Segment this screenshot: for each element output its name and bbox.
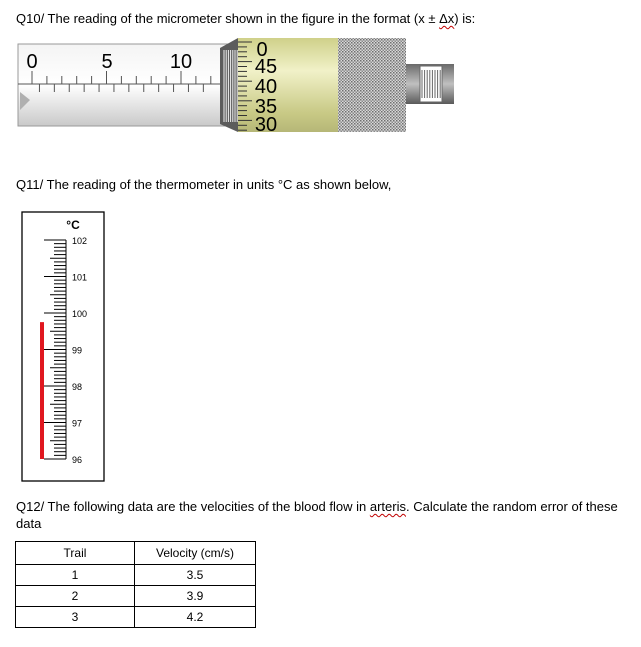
trail-cell: 3 <box>16 607 135 628</box>
ratchet-window <box>420 66 442 102</box>
main-scale-label-5: 5 <box>101 51 113 73</box>
q12-question <box>16 498 628 532</box>
thimble-label-30: 30 <box>254 114 278 136</box>
velocity-cell: 4.2 <box>135 607 256 628</box>
table-header-row <box>16 542 256 565</box>
thermometer-figure <box>0 205 120 490</box>
trail-cell: 1 <box>16 565 135 586</box>
thimble-label-0: 0 <box>256 39 268 61</box>
thimble-label-45: 45 <box>254 56 278 78</box>
thermometer-unit: °C <box>66 218 80 232</box>
table-row <box>16 607 256 628</box>
table-row <box>16 565 256 586</box>
q10-question <box>16 10 475 27</box>
trail-cell: 2 <box>16 586 135 607</box>
q10-delta: Δx <box>439 11 455 26</box>
q12-label-end: . Calculate the random error of these data <box>16 499 618 531</box>
thermometer-label: 98 <box>72 382 83 392</box>
q11-question: Q11/ The reading of the thermometer in units °C as shown below, <box>16 177 392 192</box>
velocity-table <box>15 541 256 628</box>
q12-label-word: arteris <box>369 499 406 514</box>
thermometer-label: 101 <box>72 272 88 283</box>
velocity-cell: 3.9 <box>135 586 256 607</box>
thermometer-label: 100 <box>72 309 88 319</box>
micrometer-figure <box>0 30 470 140</box>
thermometer-label: 102 <box>72 236 88 246</box>
thermometer-label: 99 <box>72 345 83 356</box>
main-scale-label-10: 10 <box>169 51 193 73</box>
header-velocity: Velocity (cm/s) <box>135 542 256 565</box>
micrometer-thimble <box>238 38 338 132</box>
thimble-label-40: 40 <box>254 76 278 98</box>
thermometer-liquid <box>40 322 44 459</box>
micrometer-sleeve <box>18 44 228 126</box>
table-row <box>16 586 256 607</box>
header-trail: Trail <box>16 542 135 565</box>
thimble-label-35: 35 <box>254 96 278 118</box>
taper-lines <box>224 50 237 122</box>
thermometer-label: 96 <box>72 455 83 465</box>
q10-label: Q10/ The reading of the micrometer shown in the figure in the format (x ± <box>16 11 440 26</box>
q12-label-start: Q12/ The following data are the velocities of the blood flow in <box>16 499 370 514</box>
main-scale-label-0: 0 <box>26 51 38 73</box>
thermometer-label: 97 <box>72 418 83 429</box>
q10-tail: ) is: <box>454 11 476 26</box>
knurled-grip <box>338 38 406 132</box>
velocity-cell: 3.5 <box>135 565 256 586</box>
